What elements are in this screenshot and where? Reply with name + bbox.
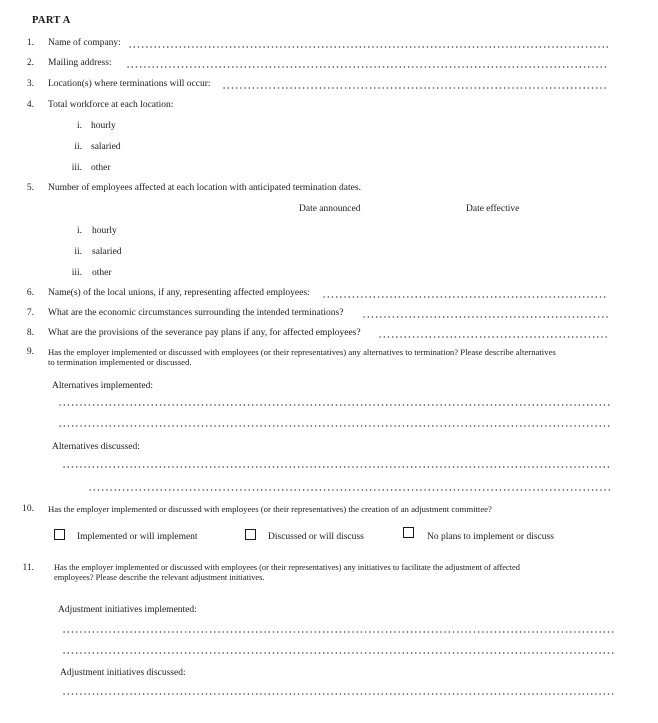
- q4-number: 4.: [26, 100, 34, 110]
- q5-item-label: salaried: [92, 247, 122, 257]
- q4-item-label: hourly: [91, 121, 116, 131]
- q11-discussed-label: Adjustment initiatives discussed:: [60, 668, 186, 678]
- q11-implemented-line-1[interactable]: [62, 631, 614, 633]
- q4-item-label: salaried: [91, 142, 121, 152]
- q5-item-label: other: [92, 268, 112, 278]
- q1-answer-line[interactable]: [128, 46, 608, 48]
- q8-answer-line[interactable]: [378, 336, 608, 338]
- q3-answer-line[interactable]: [222, 87, 608, 89]
- q4-item-roman: iii.: [71, 163, 82, 173]
- q3-number: 3.: [26, 79, 34, 89]
- q11-implemented-label: Adjustment initiatives implemented:: [58, 605, 197, 615]
- q8-label: What are the provisions of the severance pay plans if any, for affected employees?: [48, 328, 361, 338]
- q4-label: Total workforce at each location:: [48, 100, 174, 110]
- q8-number: 8.: [26, 328, 34, 338]
- discussed-option-label: Discussed or will discuss: [268, 532, 364, 542]
- q5-label: Number of employees affected at each location with anticipated termination dates.: [48, 183, 361, 193]
- q10-question: Has the employer implemented or discussed with employees (or their representatives) the creation of an adjustment committee?: [48, 504, 492, 514]
- q4-item-roman: ii.: [74, 142, 82, 152]
- q1-number: 1.: [26, 38, 34, 48]
- q5-column-date-effective: Date effective: [466, 204, 520, 214]
- q6-number: 6.: [26, 288, 34, 298]
- q5-column-date-announced: Date announced: [299, 204, 361, 214]
- no-plans-checkbox[interactable]: [403, 527, 414, 538]
- q11-discussed-line-1[interactable]: [62, 693, 614, 695]
- q2-label: Mailing address:: [48, 58, 112, 68]
- part-title: PART A: [32, 15, 71, 26]
- q2-answer-line[interactable]: [126, 66, 608, 68]
- q7-answer-line[interactable]: [362, 316, 608, 318]
- q9-implemented-line-2[interactable]: [58, 425, 612, 427]
- q7-number: 7.: [26, 308, 34, 318]
- q9-question-line-2: to termination implemented or discussed.: [48, 357, 192, 367]
- q5-item-roman: ii.: [74, 247, 82, 257]
- q11-implemented-line-2[interactable]: [62, 652, 614, 654]
- q5-item-label: hourly: [92, 226, 117, 236]
- q6-label: Name(s) of the local unions, if any, representing affected employees:: [48, 288, 310, 298]
- q7-label: What are the economic circumstances surrounding the intended terminations?: [48, 308, 344, 318]
- q5-number: 5.: [26, 183, 34, 193]
- q4-item-label: other: [91, 163, 111, 173]
- q11-number: 11.: [22, 563, 34, 573]
- q1-label: Name of company:: [48, 38, 121, 48]
- q10-number: 10.: [22, 504, 34, 514]
- q9-implemented-line-1[interactable]: [58, 404, 612, 406]
- q3-label: Location(s) where terminations will occur:: [48, 79, 211, 89]
- implemented-checkbox[interactable]: [54, 529, 65, 540]
- q5-item-roman: i.: [76, 226, 82, 236]
- q4-item-roman: i.: [76, 121, 82, 131]
- q9-discussed-label: Alternatives discussed:: [52, 442, 140, 452]
- q9-implemented-label: Alternatives implemented:: [52, 381, 154, 391]
- q9-discussed-line-2[interactable]: [88, 489, 612, 491]
- q2-number: 2.: [26, 58, 34, 68]
- implemented-option-label: Implemented or will implement: [77, 532, 198, 542]
- discussed-checkbox[interactable]: [245, 529, 256, 540]
- q9-number: 9.: [26, 347, 34, 357]
- q11-question-line-2: employees? Please describe the relevant adjustment initiatives.: [54, 573, 265, 582]
- q5-item-roman: iii.: [71, 268, 82, 278]
- q9-discussed-line-1[interactable]: [62, 466, 612, 468]
- q11-question-line-1: Has the employer implemented or discussed with employees (or their representatives) any initiatives to facilitate the adjustment of affected: [54, 563, 520, 572]
- q9-question-line-1: Has the employer implemented or discussed with employees (or their representatives) any alternatives to termination? Please describe alternatives: [48, 347, 556, 357]
- no-plans-option-label: No plans to implement or discuss: [427, 532, 554, 542]
- q6-answer-line[interactable]: [322, 296, 608, 298]
